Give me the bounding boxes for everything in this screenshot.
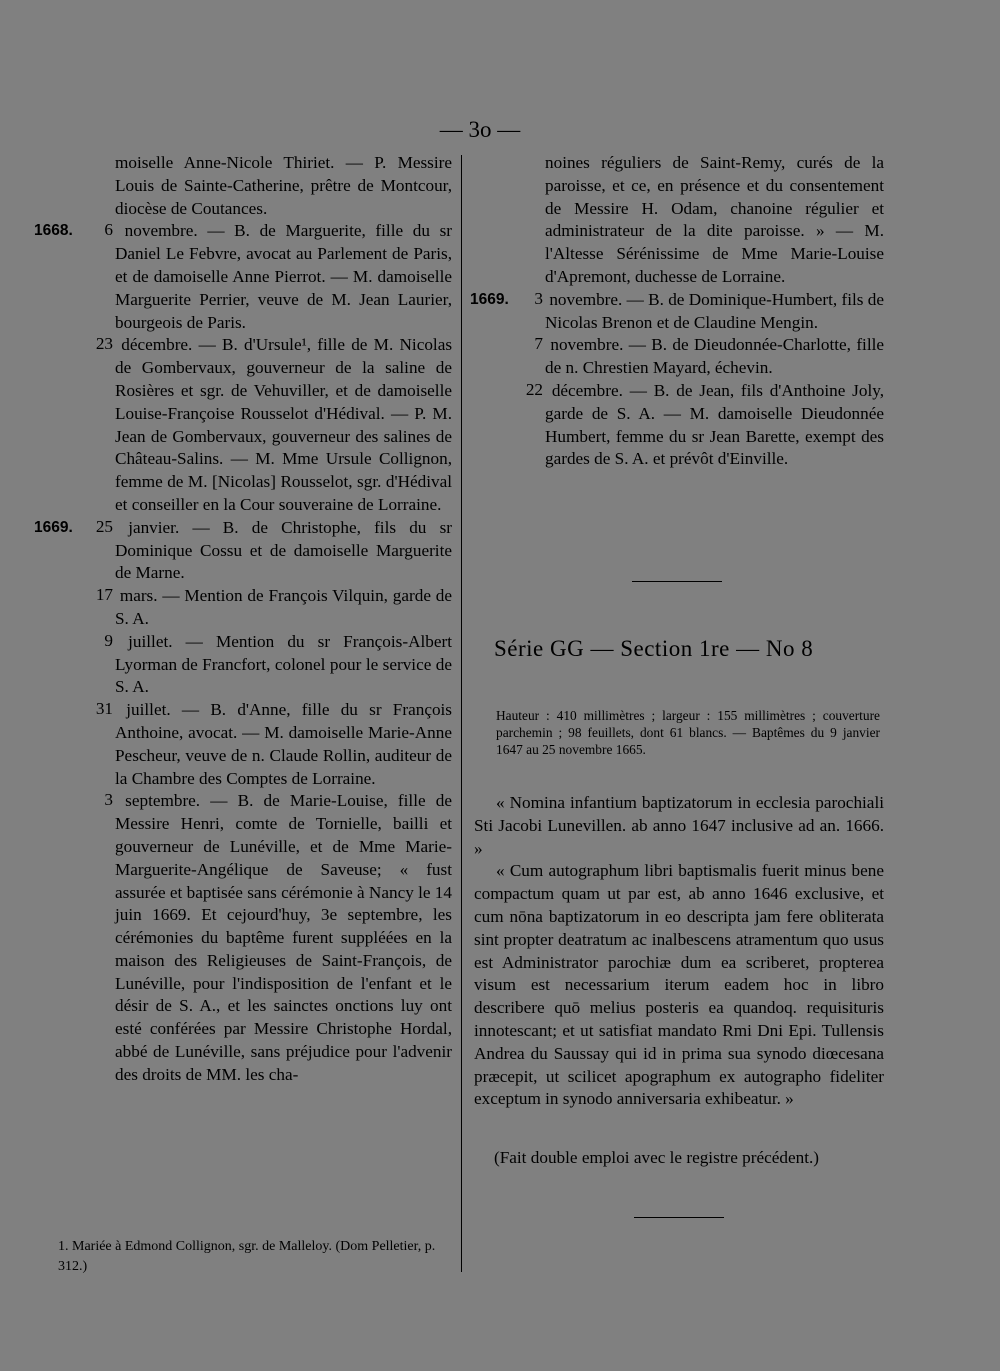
entry-text: septembre. — B. de Marie-Louise, fille de Messire Henri, comte de Tornielle, bailli et gouverneur de Lunéville, et de Mme Marie-Marguerite-Angélique de Saveuse; « fust assurée et baptisée sans cérémonie à Nancy le 14 juin 1669. Et cejourd'huy, 3e septembre, les cérémonies du baptême furent suppléées en la maison des Religieuses de Saint-François, de Lunéville, pour l'indisposition de l'enfant et le désir de S. A., et les sainctes onctions luy ont esté conférées par Messire Christophe Hordal, abbé de Lunéville, sans préjudice pour l'advenir des droits de MM. les cha- xyxy=(115,791,452,1084)
left-paragraph: moiselle Anne-Nicole Thiriet. — P. Messire Louis de Sainte-Catherine, prêtre de Montcour, diocèse de Coutances. xyxy=(115,153,452,218)
register-note: (Fait double emploi avec le registre précédent.) xyxy=(494,1148,819,1167)
entry-text: juillet. — Mention du sr François-Albert Lyorman de Francfort, colonel pour le service de S. A. xyxy=(115,631,452,697)
entry-day: 9 xyxy=(104,630,113,650)
entry-year: 1669. xyxy=(470,290,509,308)
register-entry xyxy=(470,380,884,471)
entry-text: novembre. — B. de Marguerite, fille du sr Daniel Le Febvre, avocat au Parlement de Paris, et de damoiselle Anne Pierrot. — M. damoiselle Marguerite Perrier, veuve de M. Jean Laurier, bourgeois de Paris. xyxy=(115,221,453,332)
entry-text: novembre. — B. de Dieudonnée-Charlotte, fille de n. Chrestien Mayard, échevin. xyxy=(545,335,884,378)
register-entry xyxy=(34,516,452,585)
entry-text: décembre. — B. d'Ursule¹, fille de M. Nicolas de Gombervaux, gouverneur de la saline de Rosières et sgr. de Vehuviller, et de damoiselle Louise-Françoise Rousselot d'Hédival. — P. M. Jean de Gombervaux, gouverneur des salines de Château-Salins. — M. Mme Ursule Collignon, femme de M. [Nicolas] Rousselot, sgr. d'Hédival et conseiller en la Cour souveraine de Lorraine. xyxy=(115,335,453,514)
page-number: — 3o — xyxy=(439,117,521,142)
entry-year: 1668. xyxy=(34,222,73,240)
register-entry xyxy=(34,220,453,334)
footnote: 1. Mariée à Edmond Collignon, sgr. de Malleloy. (Dom Pelletier, p. 312.) xyxy=(58,1239,436,1274)
entry-day: 22 xyxy=(525,379,543,399)
entry-year: 1669. xyxy=(34,518,73,536)
entry-day: 3 xyxy=(534,288,543,308)
entry-day: 31 xyxy=(95,699,113,719)
register-entry xyxy=(40,334,452,516)
section-divider xyxy=(632,581,722,582)
entry-text: novembre. — B. de Dominique-Humbert, fils de Nicolas Brenon et de Claudine Mengin. xyxy=(545,289,884,332)
entry-text: janvier. — B. de Christophe, fils du sr Dominique Cossu et de damoiselle Marguerite de Marne. xyxy=(115,517,452,583)
right-column xyxy=(470,152,884,471)
left-column xyxy=(34,152,453,1087)
entry-day: 6 xyxy=(104,220,113,240)
register-entry xyxy=(470,334,884,380)
register-description: Hauteur : 410 millimètres ; largeur : 155 millimètres ; couverture parchemin ; 98 feuillets, dont 61 blancs. — Baptêmes du 9 janvier 1647 au 25 novembre 1665. xyxy=(496,708,880,757)
register-entry xyxy=(40,790,452,1086)
right-paragraph: noines réguliers de Saint-Remy, curés de la paroisse, et ce, en présence et du consentement de Messire H. Odam, chanoine régulier et administrateur de la dite paroisse. » — M. l'Altesse Sérénissime de Mme Marie-Louise d'Apremont, duchesse de Lorraine. xyxy=(545,153,884,286)
entry-text: décembre. — B. de Jean, fils d'Anthoine Joly, garde de S. A. — M. damoiselle Dieudonnée Humbert, femme du sr Jean Barette, exempt des gardes de S. A. et prévôt d'Einville. xyxy=(545,380,884,469)
column-divider xyxy=(461,155,462,1272)
entry-day: 25 xyxy=(95,516,113,536)
register-entry xyxy=(40,631,452,699)
entry-day: 7 xyxy=(534,334,543,354)
end-divider xyxy=(634,1217,724,1218)
register-entry xyxy=(40,585,452,631)
entry-text: juillet. — B. d'Anne, fille du sr François Anthoine, avocat. — M. damoiselle Marie-Anne Pescheur, veuve de n. Claude Rollin, auditeur de la Chambre des Comptes de Lorraine. xyxy=(115,700,453,788)
entry-text: mars. — Mention de François Vilquin, garde de S. A. xyxy=(115,586,452,628)
entry-day: 3 xyxy=(104,790,113,810)
entry-day: 17 xyxy=(95,585,113,605)
latin-quotation xyxy=(474,792,884,1111)
series-heading: Série GG — Section 1re — No 8 xyxy=(494,636,814,661)
register-entry xyxy=(40,699,452,790)
entry-day: 23 xyxy=(95,334,113,354)
quote-paragraph: « Cum autographum libri baptismalis fuerit minus bene compactum quam ut par est, ab anno 1646 exclusive, et cum nōna baptizatorum in eo descripta jam fere obliterata sint propter deatratum ac inalbescens atramentum quo usus est Administrator parochiæ dum ea scriberet, propterea visum est necessarium iterum eadem hoc in libro describere quō melius posteris ea quandoq. requisituris innotescant; et ut satisfiat mandato Rmi Dni Epi. Tullensis Andrea du Saussay qui id in prima sua synodo diœcesana præcepit, ut scilicet apographum ex autographo fideliter exceptum in synodo anniversaria exhibeatur. » xyxy=(474,861,884,1109)
register-entry xyxy=(470,289,884,335)
quote-paragraph: « Nomina infantium baptizatorum in ecclesia parochiali Sti Jacobi Lunevillen. ab anno 1647 inclusive ad an. 1666. » xyxy=(474,793,884,858)
